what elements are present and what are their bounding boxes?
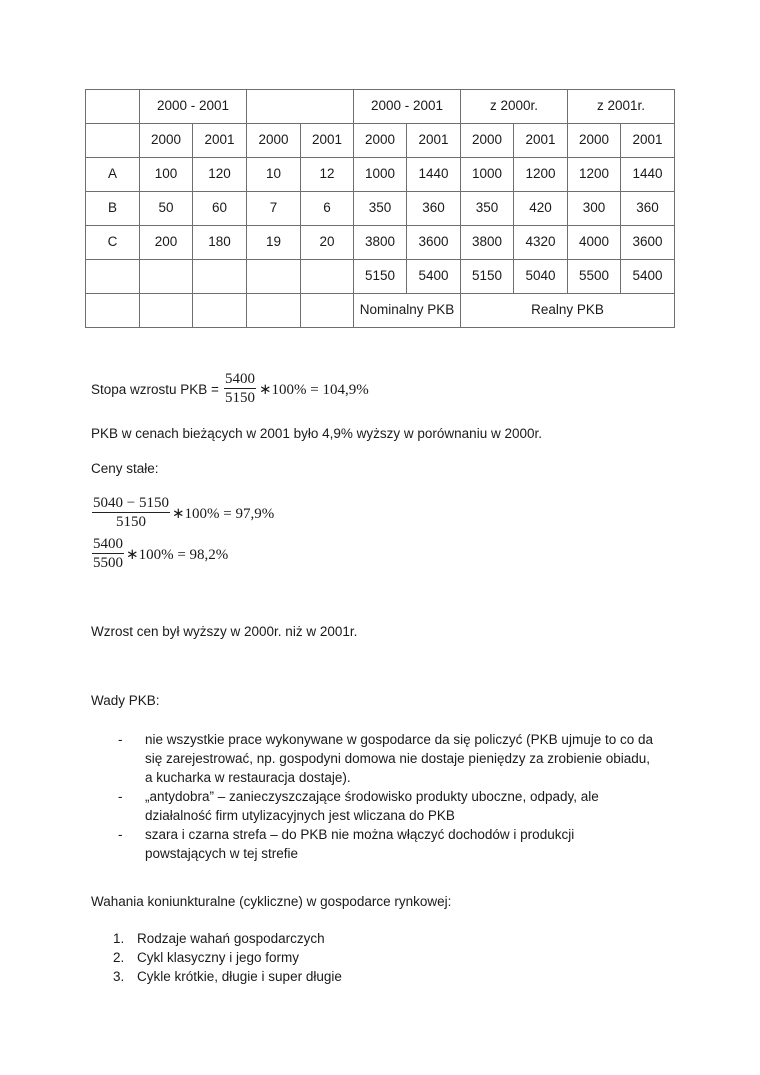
price-growth-sentence: Wzrost cen był wyższy w 2000r. niż w 2001r. <box>91 624 358 639</box>
fraction-numerator: 5040 − 5150 <box>93 495 169 511</box>
formula-fraction <box>92 494 170 532</box>
fraction-denominator: 5150 <box>224 390 255 406</box>
table-cell <box>86 90 140 124</box>
nominal-growth-sentence: PKB w cenach bieżących w 2001 było 4,9% wyższy w porównaniu w 2000r. <box>91 426 542 441</box>
fluctuations-heading: Wahania koniunkturalne (cykliczne) w gospodarce rynkowej: <box>91 894 452 909</box>
list-item-line: działalność firm utylizacyjnych jest wliczana do PKB <box>145 808 455 823</box>
list-item <box>113 967 342 986</box>
real-gdp-label: Realny PKB <box>461 294 675 328</box>
dash-bullet: - <box>118 732 123 747</box>
table-header-cell: 2000 <box>354 124 407 158</box>
table-cell: 1000 <box>461 158 514 192</box>
list-item-line: się zarejestrować, np. gospodyni domowa nie dostaje pieniędzy za zrobienie obiadu, <box>145 751 651 766</box>
table-cell: 3800 <box>354 226 407 260</box>
formula-fraction <box>92 535 124 573</box>
table-cell: 60 <box>193 192 247 226</box>
fraction-numerator: 5400 <box>224 371 255 387</box>
number-marker: 1. <box>113 931 125 946</box>
dash-bullet: - <box>118 827 123 842</box>
table-cell <box>301 294 354 328</box>
table-cell: 5040 <box>514 260 568 294</box>
table-cell: 4000 <box>568 226 621 260</box>
table-header-cell: 2000 - 2001 <box>354 90 461 124</box>
list-item-text: Cykle krótkie, długie i super długie <box>137 969 342 984</box>
table-cell: 1440 <box>621 158 675 192</box>
list-item-text: Cykl klasyczny i jego formy <box>137 950 300 965</box>
list-item-line: „antydobra” – zanieczyszczające środowisko produkty uboczne, odpady, ale <box>145 789 599 804</box>
table-cell: 1440 <box>407 158 461 192</box>
table-cell: 50 <box>140 192 193 226</box>
table-header-cell: 2001 <box>621 124 675 158</box>
list-item <box>118 730 653 787</box>
table-header-row-1 <box>86 90 675 124</box>
list-item <box>113 929 342 948</box>
table-cell: C <box>86 226 140 260</box>
table-cell: 350 <box>354 192 407 226</box>
table-header-cell: 2000 <box>247 124 301 158</box>
table-header-cell: 2001 <box>301 124 354 158</box>
formula-result: ∗100% = 104,9% <box>258 381 369 398</box>
list-item <box>113 948 342 967</box>
table-header-cell: 2001 <box>193 124 247 158</box>
table-cell: 20 <box>301 226 354 260</box>
list-item-line: nie wszystkie prace wykonywane w gospodarce da się policzyć (PKB ujmuje to co da <box>145 732 653 747</box>
table-cell: 200 <box>140 226 193 260</box>
table-header-row-2 <box>86 124 675 158</box>
table-header-cell: z 2000r. <box>461 90 568 124</box>
number-marker: 3. <box>113 969 125 984</box>
table-cell: B <box>86 192 140 226</box>
constant-prices-formula-1 <box>92 494 274 532</box>
table-header-cell: z 2001r. <box>568 90 675 124</box>
table-header-cell: 2000 <box>140 124 193 158</box>
gdp-table <box>85 89 675 328</box>
table-cell: 5500 <box>568 260 621 294</box>
table-cell: 420 <box>514 192 568 226</box>
table-cell: 19 <box>247 226 301 260</box>
table-cell: 360 <box>407 192 461 226</box>
table-cell: 360 <box>621 192 675 226</box>
nominal-gdp-label: Nominalny PKB <box>354 294 461 328</box>
table-header-cell: 2000 - 2001 <box>140 90 247 124</box>
table-cell: 1000 <box>354 158 407 192</box>
table-cell: 5400 <box>621 260 675 294</box>
table-cell: 3600 <box>407 226 461 260</box>
table-row <box>86 192 675 226</box>
table-cell: 350 <box>461 192 514 226</box>
table-cell <box>140 260 193 294</box>
gdp-disadvantages-heading: Wady PKB: <box>91 693 160 708</box>
table-cell <box>86 260 140 294</box>
table-cell: 180 <box>193 226 247 260</box>
formula-result: ∗100% = 98,2% <box>126 546 229 563</box>
table-cell: 5150 <box>461 260 514 294</box>
table-row <box>86 158 675 192</box>
table-cell: 4320 <box>514 226 568 260</box>
constant-prices-formula-2 <box>92 535 228 573</box>
table-cell: 6 <box>301 192 354 226</box>
table-header-cell: 2000 <box>461 124 514 158</box>
table-cell: 120 <box>193 158 247 192</box>
list-item-line: a kucharka w restauracja dostaje). <box>145 770 351 785</box>
table-cell <box>140 294 193 328</box>
table-cell <box>86 124 140 158</box>
table-cell: 5400 <box>407 260 461 294</box>
number-marker: 2. <box>113 950 125 965</box>
table-cell: 3600 <box>621 226 675 260</box>
list-item <box>118 825 653 863</box>
table-cell <box>247 260 301 294</box>
fraction-denominator: 5500 <box>93 555 123 571</box>
list-item-line: szara i czarna strefa – do PKB nie można włączyć dochodów i produkcji <box>145 827 575 842</box>
fraction-denominator: 5150 <box>115 514 146 530</box>
list-item-text: Rodzaje wahań gospodarczych <box>137 931 325 946</box>
table-cell: 3800 <box>461 226 514 260</box>
table-cell: A <box>86 158 140 192</box>
formula-result: ∗100% = 97,9% <box>171 505 275 522</box>
table-cell: 10 <box>247 158 301 192</box>
table-footer-row <box>86 294 675 328</box>
constant-prices-label: Ceny stałe: <box>91 461 159 476</box>
dash-bullet: - <box>118 789 123 804</box>
table-cell: 12 <box>301 158 354 192</box>
fluctuations-list <box>113 929 342 986</box>
growth-rate-formula <box>91 370 369 408</box>
table-cell: 7 <box>247 192 301 226</box>
table-cell <box>193 294 247 328</box>
table-row <box>86 226 675 260</box>
fraction-numerator: 5400 <box>93 536 123 552</box>
table-cell <box>193 260 247 294</box>
table-cell: 1200 <box>514 158 568 192</box>
table-cell <box>301 260 354 294</box>
table-row-totals <box>86 260 675 294</box>
table-cell: 100 <box>140 158 193 192</box>
table-cell: 5150 <box>354 260 407 294</box>
gdp-disadvantages-list <box>118 730 653 863</box>
table-cell: 1200 <box>568 158 621 192</box>
growth-fraction <box>224 370 256 408</box>
table-cell: 300 <box>568 192 621 226</box>
growth-rate-label: Stopa wzrostu PKB = <box>91 381 219 397</box>
table-header-cell: 2001 <box>407 124 461 158</box>
list-item-line: powstających w tej strefie <box>145 846 299 861</box>
table-header-cell: 2000 <box>568 124 621 158</box>
list-item <box>118 787 653 825</box>
table-header-cell: 2001 <box>514 124 568 158</box>
table-header-cell <box>247 90 354 124</box>
table-cell <box>86 294 140 328</box>
table-cell <box>247 294 301 328</box>
